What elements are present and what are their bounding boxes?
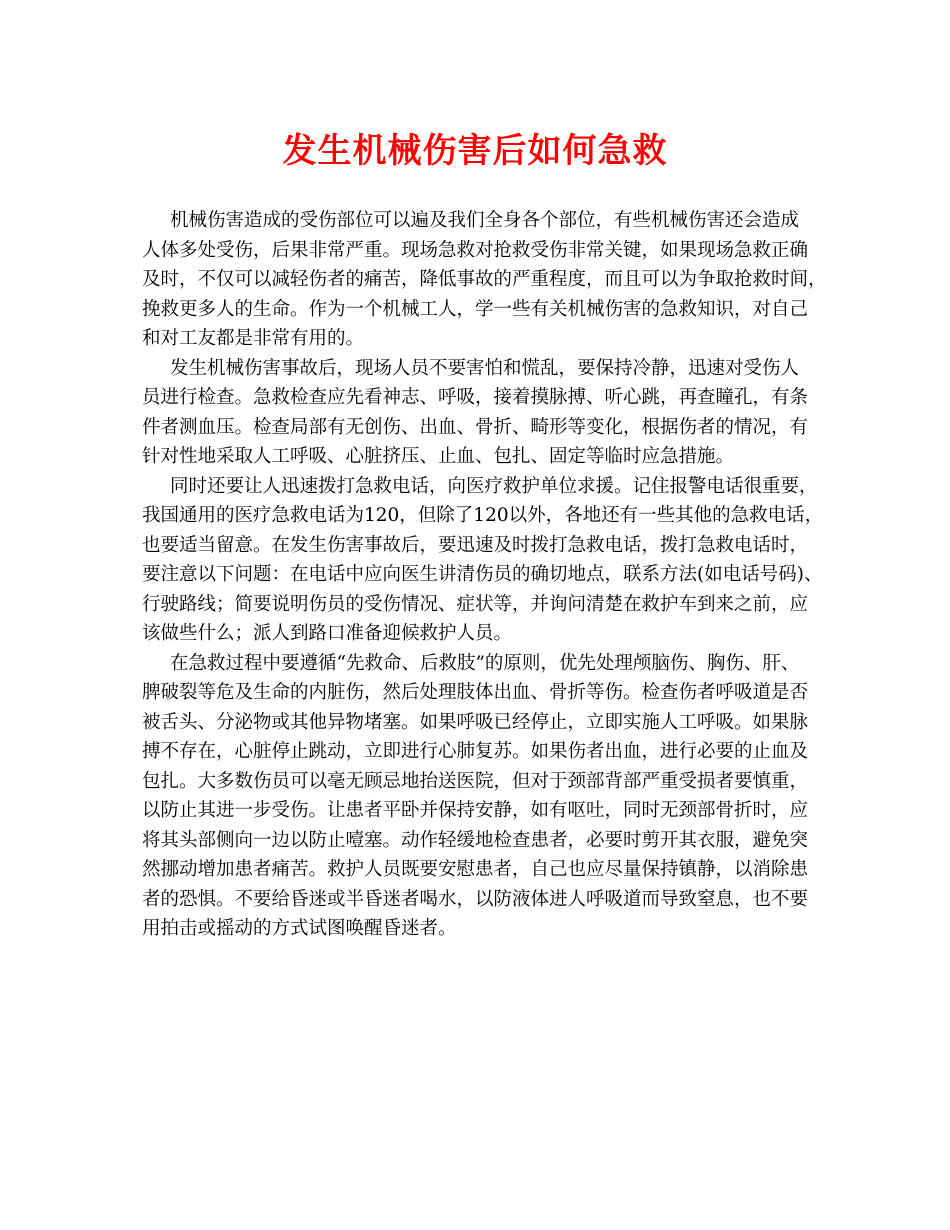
text-line: 该做些什么；派人到路口准备迎候救护人员。: [142, 623, 513, 644]
text-line: 脾破裂等危及生命的内脏伤，然后处理肢体出血、骨折等伤。检查伤者呼吸道是否: [142, 682, 809, 703]
text-line: 包扎。大多数伤员可以毫无顾忌地抬送医院，但对于颈部背部严重受损者要慎重，: [142, 770, 809, 792]
document-body: [142, 206, 827, 944]
text-line: 行驶路线；简要说明伤员的受伤情况、症状等，并询问清楚在救护车到来之前，应: [142, 593, 809, 615]
text-line: 挽救更多人的生命。作为一个机械工人，学一些有关机械伤害的急救知识，对自己: [142, 298, 809, 320]
text-line: 机械伤害造成的受伤部位可以遍及我们全身各个部位，有些机械伤害还会造成: [170, 210, 800, 231]
text-line: 将其头部侧向一边以防止噎塞。动作轻缓地检查患者，必要时剪开其衣服，避免突: [142, 829, 809, 851]
text-line: 人体多处受伤，后果非常严重。现场急救对抢救受伤非常关键，如果现场急救正确: [142, 239, 809, 261]
text-line: 及时，不仅可以减轻伤者的痛苦，降低事故的严重程度，而且可以为争取抢救时间，: [142, 269, 827, 290]
text-line: 然挪动增加患者痛苦。救护人员既要安慰患者，自己也应尽量保持镇静，以消除患: [142, 859, 809, 880]
text-line: 在急救过程中要遵循“先救命、后救肢”的原则，优先处理颅脑伤、胸伤、肝、: [170, 652, 800, 674]
text-line: 件者测血压。检查局部有无创伤、出血、骨折、畸形等变化，根据伤者的情况，有: [142, 416, 809, 438]
text-line: 以防止其进一步受伤。让患者平卧并保持安静，如有呕吐，同时无颈部骨折时，应: [142, 800, 809, 821]
text-line: 针对性地采取人工呼吸、心脏挤压、止血、包扎、固定等临时应急措施。: [142, 446, 735, 467]
text-line: 也要适当留意。在发生伤害事故后，要迅速及时拨打急救电话，拨打急救电话时，: [142, 534, 809, 556]
text-line: 同时还要让人迅速拨打急救电话，向医疗救护单位求援。记住报警电话很重要，: [170, 475, 818, 497]
paragraph-3: [142, 472, 824, 649]
text-line: 和对工友都是非常有用的。: [142, 328, 365, 349]
text-line: 搏不存在，心脏停止跳动，立即进行心肺复苏。如果伤者出血，进行必要的止血及: [142, 741, 809, 762]
text-line: 被舌头、分泌物或其他异物堵塞。如果呼吸已经停止，立即实施人工呼吸。如果脉: [142, 711, 809, 733]
text-line: 发生机械伤害事故后，现场人员不要害怕和慌乱，要保持冷静，迅速对受伤人: [170, 357, 800, 379]
text-line: 用拍击或摇动的方式试图唤醒昏迷者。: [142, 918, 457, 939]
text-line: 要注意以下问题：在电话中应向医生讲清伤员的确切地点，联系方法(如电话号码)、: [142, 564, 823, 585]
text-line: 者的恐惧。不要给昏迷或半昏迷者喝水，以防液体进人呼吸道而导致窒息，也不要: [142, 888, 809, 910]
document-title: 发生机械伤害后如何急救: [282, 131, 668, 171]
text-line: 我国通用的医疗急救电话为120，但除了120以外，各地还有一些其他的急救电话，: [142, 505, 824, 526]
text-line: 员进行检查。急救检查应先看神志、呼吸，接着摸脉搏、听心跳，再查瞳孔，有条: [142, 387, 809, 408]
paragraph-1: [142, 206, 827, 354]
paragraph-2: [142, 354, 812, 472]
paragraph-4: [142, 649, 812, 944]
